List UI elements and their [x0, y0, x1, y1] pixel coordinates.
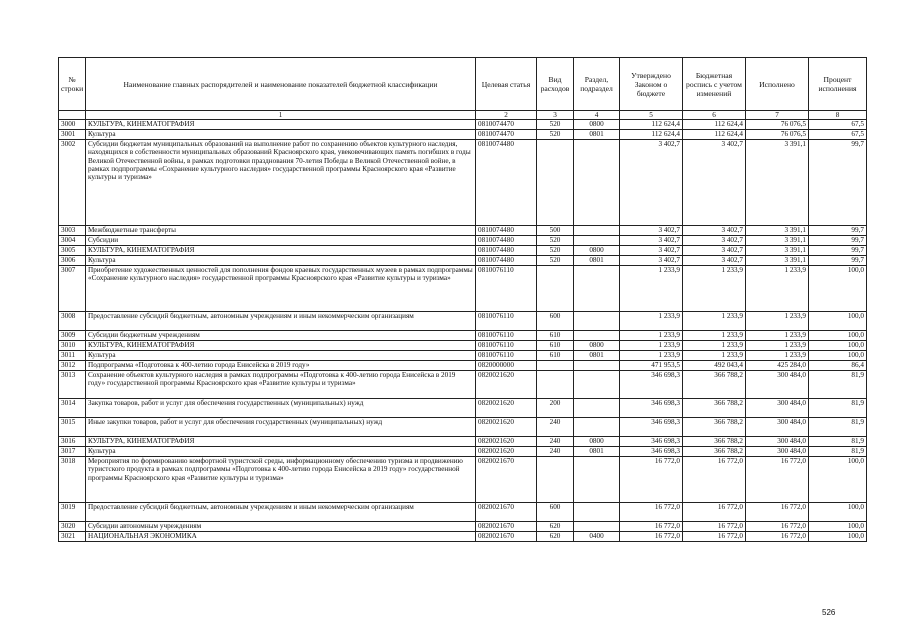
section: 0800	[574, 437, 620, 447]
row-name: Иные закупки товаров, работ и услуг для обеспечения государственных (муниципальных) нужд	[86, 418, 476, 437]
row-name: Приобретение художественных ценностей для пополнения фондов краевых государственных музеев в рамках подпрограммы «Сохранение культурного наследия» государственной программы Красноярского края «Развитие культуры и туризма»	[86, 266, 476, 312]
row-number: 3018	[59, 457, 86, 503]
execution-percent: 100,0	[809, 503, 867, 522]
table-row	[59, 236, 867, 246]
row-name: Культура	[86, 256, 476, 266]
table-row	[59, 226, 867, 236]
approved-amount: 3 402,7	[620, 246, 683, 256]
executed-amount: 300 484,0	[746, 447, 809, 457]
section: 0400	[574, 532, 620, 542]
header-cell: Утверждено Законом о бюджете	[620, 58, 683, 111]
expense-type: 610	[537, 351, 574, 361]
table-row	[59, 457, 867, 503]
section	[574, 331, 620, 341]
target-article: 0810074480	[476, 140, 537, 226]
executed-amount: 425 284,0	[746, 361, 809, 371]
executed-amount: 76 076,5	[746, 120, 809, 130]
row-number: 3004	[59, 236, 86, 246]
budget-list-amount: 16 772,0	[683, 532, 746, 542]
target-article: 0810074480	[476, 256, 537, 266]
approved-amount: 471 953,5	[620, 361, 683, 371]
row-number: 3010	[59, 341, 86, 351]
section: 0800	[574, 120, 620, 130]
table-row	[59, 120, 867, 130]
header-cell: Бюджетная роспись с учетом изменений	[683, 58, 746, 111]
approved-amount: 16 772,0	[620, 457, 683, 503]
table-row	[59, 341, 867, 351]
target-article: 0820021670	[476, 532, 537, 542]
expense-type: 240	[537, 437, 574, 447]
executed-amount: 1 233,9	[746, 351, 809, 361]
header-cell: Процент исполнения	[809, 58, 867, 111]
header-cell: Вид расходов	[537, 58, 574, 111]
approved-amount: 346 698,3	[620, 437, 683, 447]
target-article: 0810076110	[476, 312, 537, 331]
section	[574, 418, 620, 437]
section: 0801	[574, 256, 620, 266]
row-number: 3017	[59, 447, 86, 457]
expense-type: 240	[537, 447, 574, 457]
header-cell: Исполнено	[746, 58, 809, 111]
execution-percent: 81,9	[809, 399, 867, 418]
executed-amount: 16 772,0	[746, 532, 809, 542]
table-row	[59, 140, 867, 226]
execution-percent: 100,0	[809, 331, 867, 341]
executed-amount: 300 484,0	[746, 399, 809, 418]
section	[574, 457, 620, 503]
executed-amount: 1 233,9	[746, 266, 809, 312]
table-row	[59, 418, 867, 437]
budget-list-amount: 1 233,9	[683, 266, 746, 312]
row-number: 3009	[59, 331, 86, 341]
approved-amount: 16 772,0	[620, 522, 683, 532]
target-article: 0810074480	[476, 226, 537, 236]
expense-type	[537, 361, 574, 371]
table-row	[59, 532, 867, 542]
row-number: 3007	[59, 266, 86, 312]
row-name: Межбюджетные трансферты	[86, 226, 476, 236]
approved-amount: 346 698,3	[620, 399, 683, 418]
approved-amount: 16 772,0	[620, 532, 683, 542]
expense-type: 620	[537, 532, 574, 542]
section: 0801	[574, 447, 620, 457]
column-number: 8	[809, 111, 867, 120]
budget-list-amount: 3 402,7	[683, 256, 746, 266]
row-number: 3012	[59, 361, 86, 371]
header-row	[59, 58, 867, 111]
row-name: Сохранение объектов культурного наследия в рамках подпрограммы «Подготовка к 400-летию города Енисейска в 2019 году» государственной программы Красноярского края «Развитие культуры и туризма»	[86, 371, 476, 399]
row-number: 3013	[59, 371, 86, 399]
row-number: 3002	[59, 140, 86, 226]
target-article: 0810074470	[476, 120, 537, 130]
approved-amount: 3 402,7	[620, 256, 683, 266]
executed-amount: 3 391,1	[746, 256, 809, 266]
table-row	[59, 371, 867, 399]
row-name: КУЛЬТУРА, КИНЕМАТОГРАФИЯ	[86, 341, 476, 351]
expense-type: 620	[537, 522, 574, 532]
approved-amount: 1 233,9	[620, 351, 683, 361]
row-number: 3006	[59, 256, 86, 266]
row-number: 3001	[59, 130, 86, 140]
execution-percent: 100,0	[809, 341, 867, 351]
approved-amount: 1 233,9	[620, 266, 683, 312]
table-row	[59, 522, 867, 532]
expense-type	[537, 266, 574, 312]
table-row	[59, 256, 867, 266]
budget-list-amount: 16 772,0	[683, 457, 746, 503]
row-number: 3008	[59, 312, 86, 331]
target-article: 0810076110	[476, 331, 537, 341]
target-article: 0820021620	[476, 418, 537, 437]
budget-list-amount: 3 402,7	[683, 140, 746, 226]
section	[574, 140, 620, 226]
executed-amount: 16 772,0	[746, 457, 809, 503]
target-article: 0820021620	[476, 447, 537, 457]
expense-type: 520	[537, 246, 574, 256]
table-row	[59, 130, 867, 140]
column-number	[59, 111, 86, 120]
section: 0800	[574, 341, 620, 351]
executed-amount: 1 233,9	[746, 341, 809, 351]
expense-type: 610	[537, 331, 574, 341]
expense-type: 200	[537, 399, 574, 418]
row-number: 3016	[59, 437, 86, 447]
target-article: 0820021670	[476, 503, 537, 522]
row-number: 3019	[59, 503, 86, 522]
expense-type: 240	[537, 418, 574, 437]
execution-percent: 99,7	[809, 226, 867, 236]
approved-amount: 3 402,7	[620, 236, 683, 246]
table-row	[59, 361, 867, 371]
execution-percent: 67,5	[809, 120, 867, 130]
row-number: 3014	[59, 399, 86, 418]
section	[574, 522, 620, 532]
row-name: Культура	[86, 447, 476, 457]
column-number: 1	[86, 111, 476, 120]
executed-amount: 300 484,0	[746, 437, 809, 447]
execution-percent: 86,4	[809, 361, 867, 371]
budget-list-amount: 1 233,9	[683, 351, 746, 361]
header-cell: Целевая статья	[476, 58, 537, 111]
target-article: 0820021670	[476, 457, 537, 503]
budget-list-amount: 3 402,7	[683, 246, 746, 256]
expense-type: 520	[537, 130, 574, 140]
section	[574, 226, 620, 236]
expense-type: 520	[537, 236, 574, 246]
executed-amount: 16 772,0	[746, 503, 809, 522]
execution-percent: 99,7	[809, 246, 867, 256]
section	[574, 371, 620, 399]
budget-list-amount: 1 233,9	[683, 331, 746, 341]
approved-amount: 1 233,9	[620, 331, 683, 341]
budget-list-amount: 1 233,9	[683, 341, 746, 351]
target-article: 0820021620	[476, 437, 537, 447]
section	[574, 503, 620, 522]
target-article: 0820021670	[476, 522, 537, 532]
target-article: 0810074470	[476, 130, 537, 140]
execution-percent: 100,0	[809, 522, 867, 532]
section: 0800	[574, 246, 620, 256]
expense-type: 520	[537, 120, 574, 130]
expense-type: 500	[537, 226, 574, 236]
expense-type: 610	[537, 341, 574, 351]
approved-amount: 3 402,7	[620, 226, 683, 236]
row-name: Мероприятия по формированию комфортной туристской среды, информационному обеспечению туризма и продвижению туристского продукта в рамках подпрограммы «Подготовка к 400-летию города Енисейска в 2019 году» государственной программы Красноярского края «Развитие культуры и туризма»	[86, 457, 476, 503]
budget-list-amount: 1 233,9	[683, 312, 746, 331]
row-number: 3021	[59, 532, 86, 542]
row-name: Культура	[86, 351, 476, 361]
header-cell: № строки	[59, 58, 86, 111]
column-number-row	[59, 111, 867, 120]
execution-percent: 67,5	[809, 130, 867, 140]
row-name: Субсидии автономным учреждениям	[86, 522, 476, 532]
executed-amount: 3 391,1	[746, 246, 809, 256]
row-number: 3015	[59, 418, 86, 437]
execution-percent: 99,7	[809, 256, 867, 266]
section: 0801	[574, 130, 620, 140]
row-number: 3011	[59, 351, 86, 361]
execution-percent: 81,9	[809, 447, 867, 457]
executed-amount: 3 391,1	[746, 236, 809, 246]
row-name: Предоставление субсидий бюджетным, автономным учреждениям и иным некоммерческим организациям	[86, 312, 476, 331]
row-name: Субсидии бюджетным учреждениям	[86, 331, 476, 341]
approved-amount: 112 624,4	[620, 130, 683, 140]
table-body	[59, 120, 867, 542]
section: 0801	[574, 351, 620, 361]
approved-amount: 346 698,3	[620, 371, 683, 399]
budget-list-amount: 366 788,2	[683, 418, 746, 437]
target-article: 0810076110	[476, 266, 537, 312]
expense-type	[537, 457, 574, 503]
column-number: 7	[746, 111, 809, 120]
target-article: 0820021620	[476, 371, 537, 399]
budget-list-amount: 3 402,7	[683, 236, 746, 246]
expense-type	[537, 371, 574, 399]
budget-list-amount: 366 788,2	[683, 399, 746, 418]
executed-amount: 3 391,1	[746, 140, 809, 226]
execution-percent: 100,0	[809, 457, 867, 503]
row-number: 3000	[59, 120, 86, 130]
executed-amount: 16 772,0	[746, 522, 809, 532]
section	[574, 361, 620, 371]
executed-amount: 76 076,5	[746, 130, 809, 140]
row-name: КУЛЬТУРА, КИНЕМАТОГРАФИЯ	[86, 120, 476, 130]
row-number: 3020	[59, 522, 86, 532]
row-name: Субсидии бюджетам муниципальных образований на выполнение работ по сохранению объектов культурного наследия, находящихся в собственности муниципальных образований Красноярского края, увековечивающих память погибших в годы Великой Отечественной войны, в рамках подготовки празднования 70-летия Победы в Великой Отечественной войне, в рамках подпрограммы «Сохранение культурного наследия» государственной программы Красноярского края «Развитие культуры и туризма»	[86, 140, 476, 226]
budget-list-amount: 3 402,7	[683, 226, 746, 236]
table-row	[59, 399, 867, 418]
execution-percent: 81,9	[809, 437, 867, 447]
row-name: НАЦИОНАЛЬНАЯ ЭКОНОМИКА	[86, 532, 476, 542]
target-article: 0820000000	[476, 361, 537, 371]
expense-type: 600	[537, 503, 574, 522]
expense-type: 520	[537, 256, 574, 266]
executed-amount: 300 484,0	[746, 371, 809, 399]
table-row	[59, 266, 867, 312]
row-name: Закупка товаров, работ и услуг для обеспечения государственных (муниципальных) нужд	[86, 399, 476, 418]
budget-list-amount: 16 772,0	[683, 522, 746, 532]
page-number: 526	[822, 608, 836, 617]
approved-amount: 112 624,4	[620, 120, 683, 130]
expense-type	[537, 140, 574, 226]
row-name: Подпрограмма «Подготовка к 400-летию города Енисейска в 2019 году»	[86, 361, 476, 371]
budget-list-amount: 366 788,2	[683, 437, 746, 447]
section	[574, 312, 620, 331]
executed-amount: 1 233,9	[746, 331, 809, 341]
execution-percent: 100,0	[809, 312, 867, 331]
table-row	[59, 246, 867, 256]
row-number: 3005	[59, 246, 86, 256]
table-row	[59, 331, 867, 341]
row-name: Субсидии	[86, 236, 476, 246]
budget-list-amount: 112 624,4	[683, 120, 746, 130]
executed-amount: 1 233,9	[746, 312, 809, 331]
execution-percent: 100,0	[809, 266, 867, 312]
row-number: 3003	[59, 226, 86, 236]
table-row	[59, 437, 867, 447]
row-name: Культура	[86, 130, 476, 140]
execution-percent: 100,0	[809, 532, 867, 542]
row-name: КУЛЬТУРА, КИНЕМАТОГРАФИЯ	[86, 246, 476, 256]
section	[574, 236, 620, 246]
table-row	[59, 447, 867, 457]
approved-amount: 346 698,3	[620, 447, 683, 457]
column-number: 6	[683, 111, 746, 120]
approved-amount: 3 402,7	[620, 140, 683, 226]
target-article: 0810074480	[476, 246, 537, 256]
approved-amount: 1 233,9	[620, 341, 683, 351]
budget-list-amount: 366 788,2	[683, 371, 746, 399]
execution-percent: 99,7	[809, 140, 867, 226]
execution-percent: 100,0	[809, 351, 867, 361]
budget-table	[58, 57, 867, 542]
approved-amount: 16 772,0	[620, 503, 683, 522]
header-cell: Раздел, подраздел	[574, 58, 620, 111]
column-number: 2	[476, 111, 537, 120]
expense-type: 600	[537, 312, 574, 331]
target-article: 0810076110	[476, 351, 537, 361]
approved-amount: 1 233,9	[620, 312, 683, 331]
table-row	[59, 503, 867, 522]
executed-amount: 3 391,1	[746, 226, 809, 236]
row-name: Предоставление субсидий бюджетным, автономным учреждениям и иным некоммерческим организациям	[86, 503, 476, 522]
target-article: 0820021620	[476, 399, 537, 418]
budget-list-amount: 112 624,4	[683, 130, 746, 140]
budget-list-amount: 492 043,4	[683, 361, 746, 371]
execution-percent: 81,9	[809, 371, 867, 399]
column-number: 3	[537, 111, 574, 120]
section	[574, 266, 620, 312]
table-row	[59, 351, 867, 361]
target-article: 0810074480	[476, 236, 537, 246]
execution-percent: 99,7	[809, 236, 867, 246]
section	[574, 399, 620, 418]
target-article: 0810076110	[476, 341, 537, 351]
executed-amount: 300 484,0	[746, 418, 809, 437]
header-cell: Наименование главных распорядителей и наименование показателей бюджетной классификации	[86, 58, 476, 111]
table-row	[59, 312, 867, 331]
row-name: КУЛЬТУРА, КИНЕМАТОГРАФИЯ	[86, 437, 476, 447]
execution-percent: 81,9	[809, 418, 867, 437]
column-number: 5	[620, 111, 683, 120]
budget-list-amount: 366 788,2	[683, 447, 746, 457]
budget-list-amount: 16 772,0	[683, 503, 746, 522]
approved-amount: 346 698,3	[620, 418, 683, 437]
column-number: 4	[574, 111, 620, 120]
